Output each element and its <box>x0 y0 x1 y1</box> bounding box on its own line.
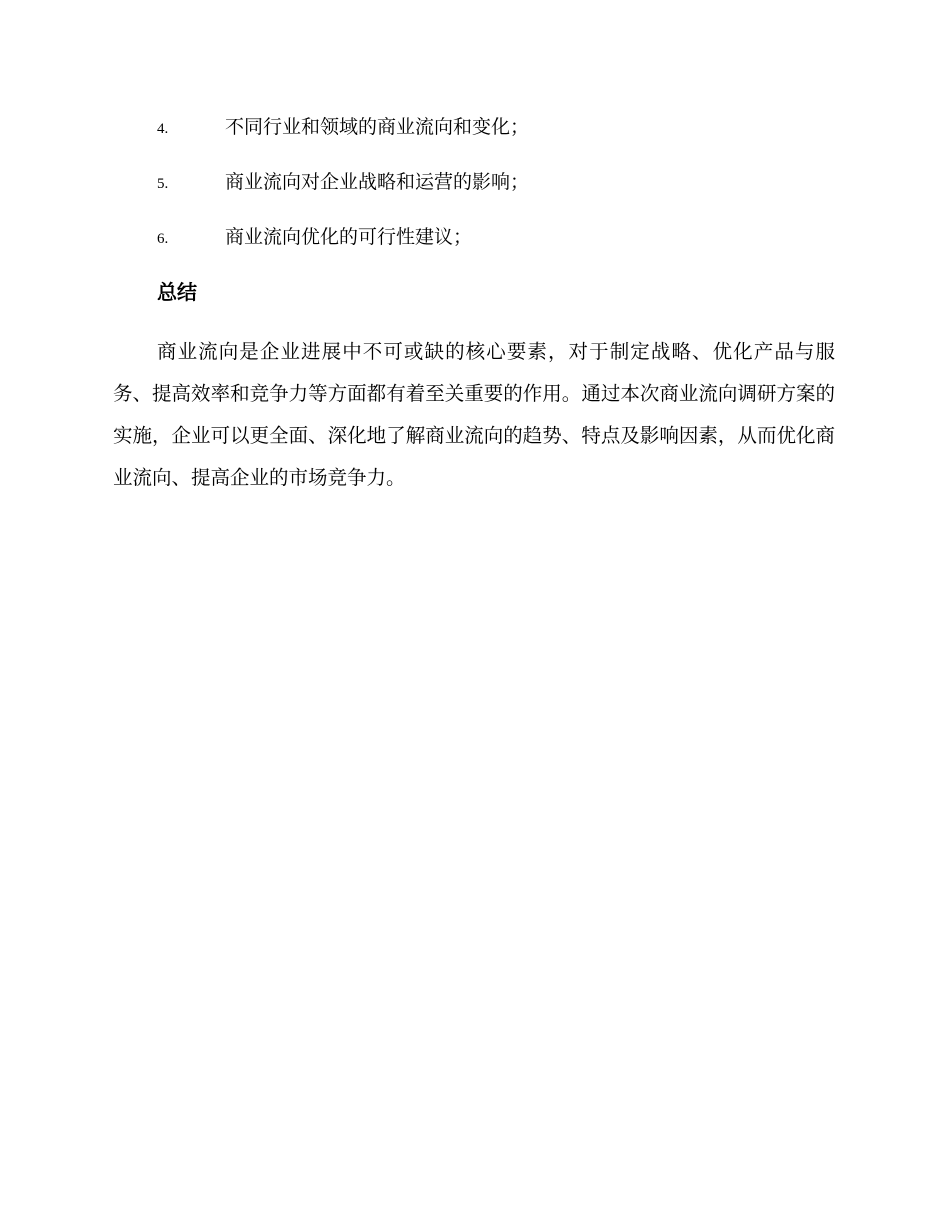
list-item <box>157 114 529 142</box>
summary-paragraph: 商业流向是企业进展中不可或缺的核心要素，对于制定战略、优化产品与服务、提高效率和竞争力等方面都有着至关重要的作用。通过本次商业流向调研方案的实施，企业可以更全面、深化地了解商业流向的趋势、特点及影响因素，从而优化商业流向、提高企业的市场竞争力。 <box>113 340 835 489</box>
list-item-number: 4. <box>157 121 169 137</box>
list-item <box>157 169 529 197</box>
list-item-number: 6. <box>157 231 169 247</box>
list-item <box>157 224 472 252</box>
list-item-text: 商业流向优化的可行性建议； <box>225 226 473 248</box>
list-item-number: 5. <box>157 176 169 192</box>
summary-heading: 总结 <box>157 280 197 304</box>
list-item-text: 商业流向对企业战略和运营的影响； <box>225 171 530 193</box>
list-item-text: 不同行业和领域的商业流向和变化； <box>225 116 530 138</box>
